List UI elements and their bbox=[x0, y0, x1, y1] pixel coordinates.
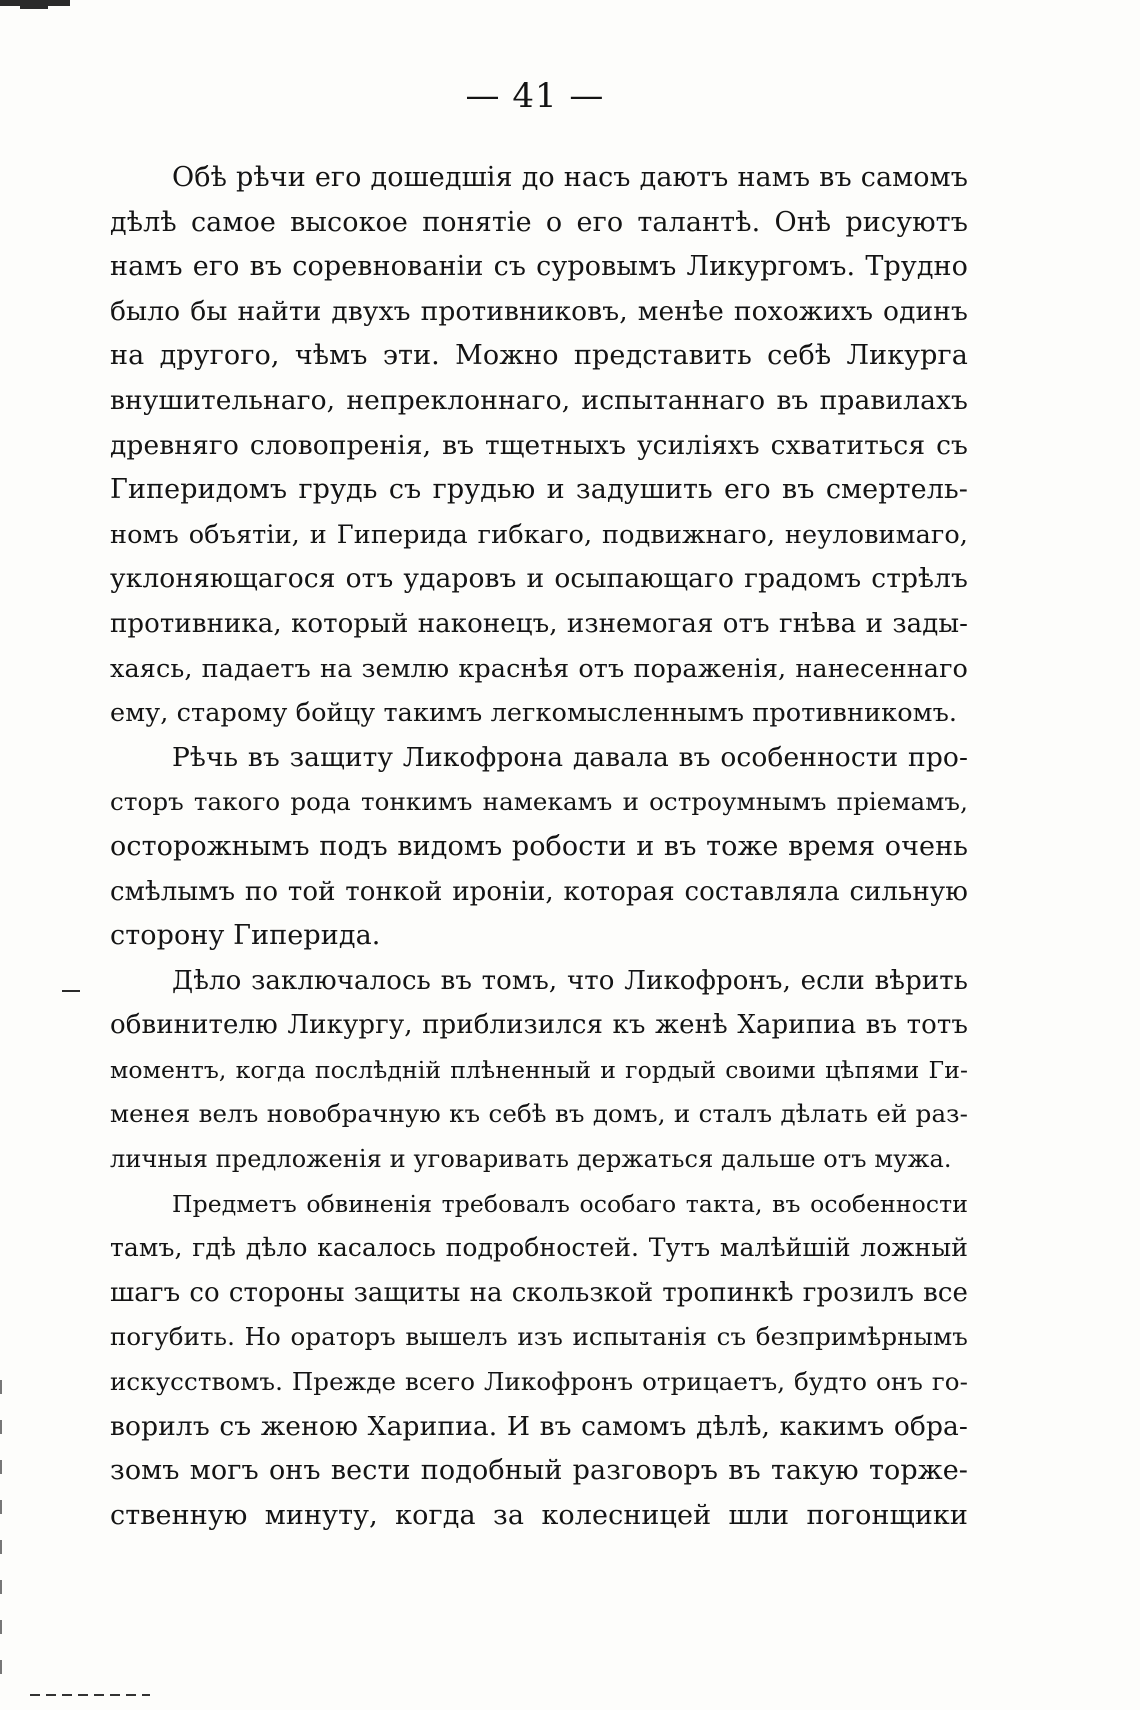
text-line: моментъ, когда послѣдній плѣненный и гордый своими цѣпями Ги- bbox=[110, 1055, 968, 1084]
text-line: сторъ такого рода тонкимъ намекамъ и остроумнымъ пріемамъ, bbox=[110, 787, 968, 817]
scan-artifact-top-2 bbox=[20, 6, 48, 9]
text-line: Дѣло заключалось въ томъ, что Ликофронъ, если вѣрить bbox=[172, 965, 968, 996]
text-line: осторожнымъ подъ видомъ робости и въ тоже время очень bbox=[110, 830, 968, 862]
text-line: Рѣчь въ защиту Ликофрона давала въ особенности про- bbox=[172, 741, 968, 773]
text-line: искусствомъ. Прежде всего Ликофронъ отрицаетъ, будто онъ го- bbox=[110, 1367, 968, 1397]
text-line: древняго словопренія, въ тщетныхъ усиліяхъ схватиться съ bbox=[110, 429, 968, 461]
text-line: ственную минуту, когда за колесницей шли погонщики bbox=[110, 1499, 968, 1531]
scan-artifact-edge bbox=[0, 1380, 2, 1690]
text-line: обвинителю Ликургу, приблизился къ женѣ Харипиа въ тотъ bbox=[110, 1010, 968, 1041]
page-number: — 41 — bbox=[465, 76, 605, 116]
text-line: шагъ со стороны защиты на скользкой тропинкѣ грозилъ все bbox=[110, 1277, 968, 1308]
text-line: Предметъ обвиненія требовалъ особаго такта, въ особенности bbox=[172, 1189, 968, 1218]
text-line: погубить. Но ораторъ вышелъ изъ испытанія съ безпримѣрнымъ bbox=[110, 1322, 968, 1352]
text-line: менея велъ новобрачную къ себѣ въ домъ, и сталъ дѣлать ей раз- bbox=[110, 1099, 968, 1129]
text-line: номъ объятіи, и Гиперида гибкаго, подвижнаго, неуловимаго, bbox=[110, 519, 968, 550]
scan-artifact-bottom bbox=[30, 1694, 150, 1696]
text-line: личныя предложенія и уговаривать держаться дальше отъ мужа. bbox=[110, 1145, 952, 1174]
text-line: зомъ могъ онъ вести подобный разговоръ въ такую торже- bbox=[110, 1455, 968, 1487]
text-line: хаясь, падаетъ на землю краснѣя отъ пораженія, нанесеннаго bbox=[110, 653, 968, 684]
text-line: противника, который наконецъ, изнемогая отъ гнѣва и зады- bbox=[110, 608, 968, 639]
text-line: на другого, чѣмъ эти. Можно представить себѣ Ликурга bbox=[110, 340, 968, 372]
scan-artifact-left-dash bbox=[62, 990, 80, 992]
text-line: было бы найти двухъ противниковъ, менѣе похожихъ одинъ bbox=[110, 295, 968, 327]
text-line: внушительнаго, непреклоннаго, испытаннаго въ правилахъ bbox=[110, 384, 968, 416]
text-line: намъ его въ соревнованіи съ суровымъ Ликургомъ. Трудно bbox=[110, 251, 968, 283]
text-line: смѣлымъ по той тонкой ироніи, которая составляла сильную bbox=[110, 876, 968, 907]
text-line: уклоняющагося отъ ударовъ и осыпающаго градомъ стрѣлъ bbox=[110, 563, 968, 595]
text-line: дѣлѣ самое высокое понятіе о его талантѣ. Онѣ рисуютъ bbox=[110, 206, 968, 238]
body-text bbox=[110, 156, 968, 1538]
text-line: Гиперидомъ грудь съ грудью и задушить его въ смертель- bbox=[110, 474, 968, 506]
text-line: ворилъ съ женою Харипиа. И въ самомъ дѣлѣ, какимъ обра- bbox=[110, 1410, 968, 1442]
text-line: сторону Гиперида. bbox=[110, 920, 381, 952]
text-line: Обѣ рѣчи его дошедшія до насъ даютъ намъ въ самомъ bbox=[172, 162, 968, 193]
text-line: тамъ, гдѣ дѣло касалось подробностей. Тутъ малѣйшій ложный bbox=[110, 1233, 968, 1263]
text-line: ему, старому бойцу такимъ легкомысленнымъ противникомъ. bbox=[110, 698, 958, 729]
